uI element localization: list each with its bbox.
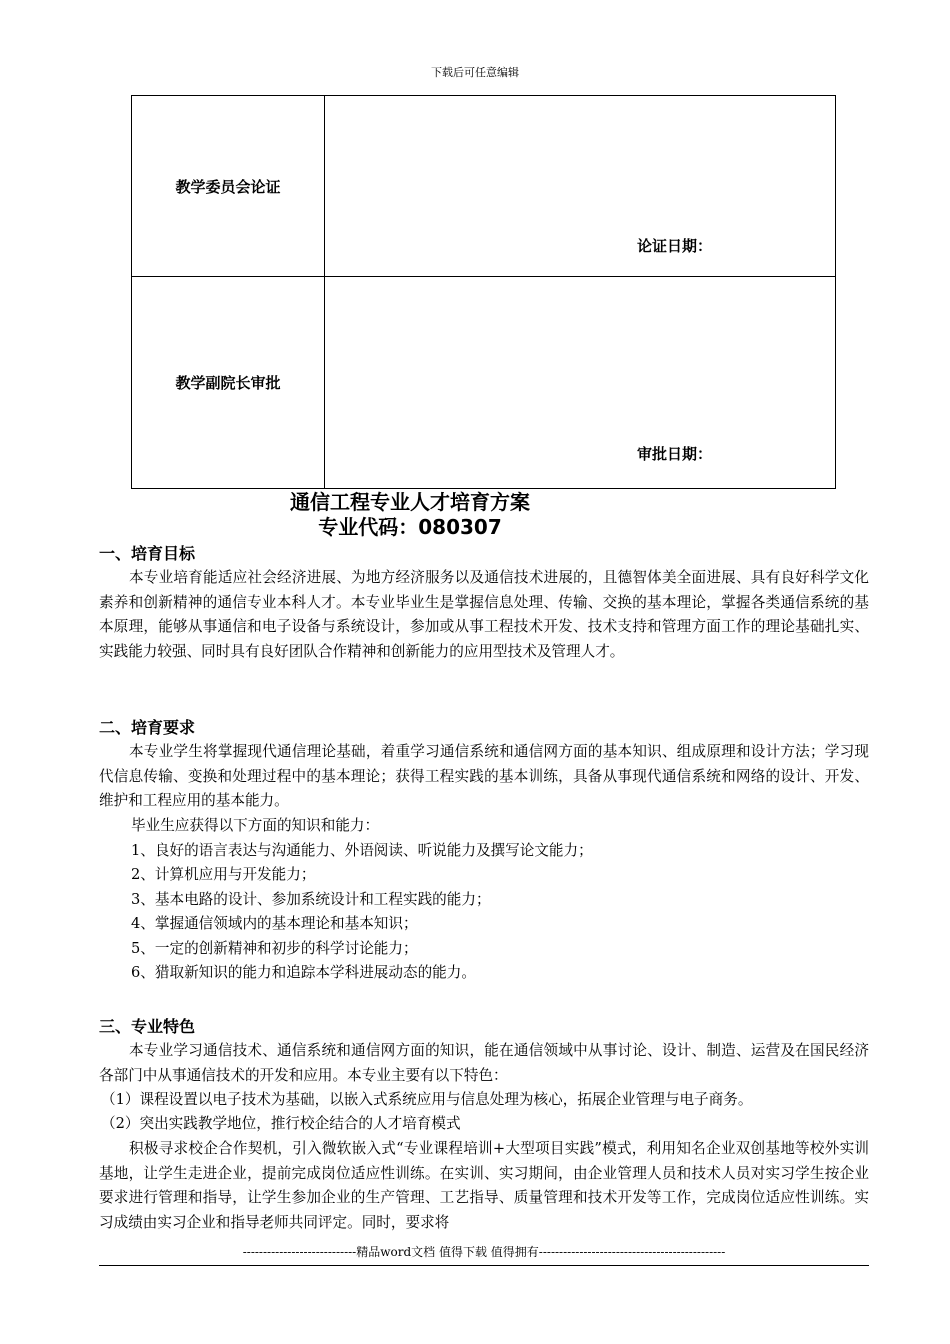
requirements-intro: 毕业生应获得以下方面的知识和能力： — [131, 817, 380, 834]
feature-point-2: （2）突出实践教学地位，推行校企结合的人才培育模式 — [101, 1115, 461, 1132]
requirement-item: 1、良好的语言表达与沟通能力、外语阅读、听说能力及撰写论文能力； — [131, 842, 593, 859]
requirement-item: 4、掌握通信领域内的基本理论和基本知识； — [131, 915, 418, 932]
vice-dean-approval-label: 教学副院长审批 — [132, 277, 325, 489]
objectives-paragraph: 本专业培育能适应社会经济进展、为地方经济服务以及通信技术进展的，且德智体美全面进展、具有良好科学文化素养和创新精神的通信专业本科人才。本专业毕业生是掌握信息处理、传输、交换的基本理论，掌握各类通信系统的基本原理，能够从事通信和电子设备与系统设计，参加或从事工程技术开发、技术支持和管理方面工作的理论基础扎实、实践能力较强、同时具有良好团队合作精神和创新能力的应用型技术及管理人才。 — [99, 569, 869, 660]
header-note: 下载后可任意编辑 — [431, 66, 519, 79]
committee-review-cell — [325, 96, 836, 277]
document-title: 通信工程专业人才培育方案 — [290, 490, 530, 514]
vice-dean-approval-date-label: 审批日期： — [637, 445, 713, 463]
section-heading-features: 三、专业特色 — [99, 1017, 196, 1036]
approval-row-vice-dean — [132, 277, 836, 489]
committee-review-label: 教学委员会论证 — [132, 96, 325, 277]
requirement-item: 5、一定的创新精神和初步的科学讨论能力； — [131, 940, 418, 957]
committee-review-date-label: 论证日期： — [637, 237, 713, 255]
features-paragraph: 本专业学习通信技术、通信系统和通信网方面的知识，能在通信领域中从事讨论、设计、制造、运营及在国民经济各部门中从事通信技术的开发和应用。本专业主要有以下特色： — [99, 1042, 869, 1084]
vice-dean-approval-cell — [325, 277, 836, 489]
requirement-item: 2、计算机应用与开发能力； — [131, 866, 316, 883]
section-heading-objectives: 一、培育目标 — [99, 544, 196, 563]
requirements-paragraph: 本专业学生将掌握现代通信理论基础，着重学习通信系统和通信网方面的基本知识、组成原理和设计方法；学习现代信息传输、变换和处理过程中的基本理论；获得工程实践的基本训练，具备从事现代通信系统和网络的设计、开发、维护和工程应用的基本能力。 — [99, 743, 869, 809]
section-heading-requirements: 二、培育要求 — [99, 718, 196, 737]
feature-point-1: （1）课程设置以电子技术为基础，以嵌入式系统应用与信息处理为核心，拓展企业管理与电子商务。 — [101, 1091, 753, 1108]
features-paragraph-2: 积极寻求校企合作契机，引入微软嵌入式“专业课程培训+大型项目实践”模式，利用知名企业双创基地等校外实训基地，让学生走进企业，提前完成岗位适应性训练。在实训、实习期间，由企业管理人员和技术人员对实习学生按企业要求进行管理和指导，让学生参加企业的生产管理、工艺指导、质量管理和技术开发等工作，完成岗位适应性训练。实习成绩由实习企业和指导老师共同评定。同时，要求将 — [99, 1140, 869, 1231]
requirement-item: 3、基本电路的设计、参加系统设计和工程实践的能力； — [131, 891, 491, 908]
footer-note: ----------------------------精品word文档 值得下载 值得拥有---------------------------------------------- — [99, 1243, 869, 1266]
approval-row-committee — [132, 96, 836, 277]
approval-table — [131, 95, 836, 489]
program-code: 专业代码：080307 — [318, 515, 502, 539]
requirement-item: 6、猎取新知识的能力和追踪本学科进展动态的能力。 — [131, 964, 476, 981]
